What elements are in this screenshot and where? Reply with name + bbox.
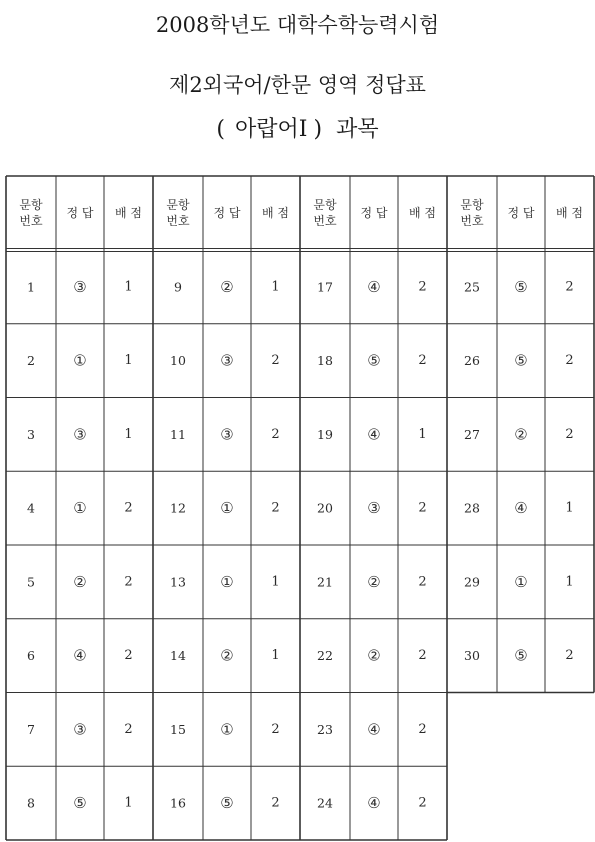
answer-mark: ① [220,499,234,518]
answer-mark: ③ [220,425,234,444]
header-number-label: 문항 [460,198,484,212]
points-value: 2 [418,721,427,737]
question-number: 2 [27,353,35,369]
header-points-label: 배 점 [262,206,289,220]
question-number: 16 [170,795,186,811]
points-value: 2 [418,574,427,590]
points-value: 1 [271,279,280,295]
answer-mark: ② [367,572,381,591]
header-answer-label: 정 답 [507,206,535,220]
question-number: 1 [27,279,35,295]
points-value: 2 [271,721,280,737]
answer-mark: ⑤ [514,351,528,370]
question-number: 23 [317,721,333,737]
header-number-label: 문항 [313,198,337,212]
answer-mark: ③ [220,351,234,370]
header-number-label: 번호 [166,214,190,228]
points-value: 1 [418,426,427,442]
question-number: 8 [27,795,35,811]
header-answer-label: 정 답 [360,206,388,220]
points-value: 2 [124,648,133,664]
points-value: 2 [271,353,280,369]
points-value: 1 [124,353,133,369]
answer-mark: ② [514,425,528,444]
question-number: 17 [317,279,333,295]
points-value: 2 [271,500,280,516]
header-number-label: 문항 [19,198,43,212]
question-number: 9 [174,279,182,295]
question-number: 3 [27,426,35,442]
answer-mark: ⑤ [367,351,381,370]
points-value: 2 [124,721,133,737]
points-value: 2 [418,279,427,295]
answer-mark: ① [73,351,87,370]
answer-mark: ③ [367,499,381,518]
points-value: 2 [271,795,280,811]
points-value: 1 [565,500,574,516]
question-number: 26 [464,353,480,369]
points-value: 2 [418,648,427,664]
header-answer-label: 정 답 [66,206,94,220]
header-answer-label: 정 답 [213,206,241,220]
points-value: 1 [124,426,133,442]
answer-mark: ① [73,499,87,518]
answer-mark: ② [73,572,87,591]
points-value: 2 [565,426,574,442]
answer-mark: ⑤ [220,794,234,813]
question-number: 27 [464,426,480,442]
points-value: 1 [124,795,133,811]
header-points-label: 배 점 [556,206,583,220]
question-number: 5 [27,574,35,590]
points-value: 1 [124,279,133,295]
answer-mark: ③ [73,277,87,296]
question-number: 15 [170,721,186,737]
question-number: 25 [464,279,480,295]
question-number: 21 [317,574,333,590]
header-number-label: 번호 [460,214,484,228]
subject-open-paren: ( [216,117,226,142]
question-number: 6 [27,648,35,664]
points-value: 1 [565,574,574,590]
subject-line [0,112,595,143]
question-number: 14 [170,648,186,664]
answer-mark: ⑤ [514,277,528,296]
answer-mark: ④ [367,425,381,444]
answer-mark: ③ [73,720,87,739]
points-value: 2 [565,279,574,295]
points-value: 2 [418,500,427,516]
question-number: 18 [317,353,333,369]
answer-mark: ① [514,572,528,591]
question-number: 7 [27,721,35,737]
points-value: 2 [124,574,133,590]
question-number: 30 [464,648,480,664]
answer-mark: ④ [73,646,87,665]
answer-mark: ⑤ [73,794,87,813]
header-number-label: 문항 [166,198,190,212]
points-value: 2 [565,353,574,369]
header-points-label: 배 점 [115,206,142,220]
answer-mark: ① [220,720,234,739]
answer-key-table [5,176,591,840]
answer-mark: ⑤ [514,646,528,665]
answer-mark: ④ [514,499,528,518]
subject-suffix: 과목 [336,117,379,142]
answer-mark: ② [220,277,234,296]
points-value: 1 [271,574,280,590]
question-number: 13 [170,574,186,590]
area-title: 제2외국어/한문 영역 정답표 [169,73,426,97]
points-value: 2 [271,426,280,442]
points-value: 2 [565,648,574,664]
answer-mark: ④ [367,794,381,813]
answer-mark: ④ [367,720,381,739]
points-value: 1 [271,648,280,664]
exam-title: 2008학년도 대학수학능력시험 [155,13,440,37]
answer-mark: ② [367,646,381,665]
header-number-label: 번호 [19,214,43,228]
question-number: 11 [170,426,186,442]
answer-mark: ② [220,646,234,665]
subject-close-paren: ) [313,117,323,142]
points-value: 2 [418,795,427,811]
question-number: 24 [317,795,333,811]
question-number: 22 [317,648,333,664]
question-number: 20 [317,500,333,516]
question-number: 12 [170,500,186,516]
header-points-label: 배 점 [409,206,436,220]
subject-name: 아랍어Ⅰ [235,117,308,142]
header-number-label: 번호 [313,214,337,228]
points-value: 2 [418,353,427,369]
question-number: 4 [27,500,35,516]
question-number: 29 [464,574,480,590]
points-value: 2 [124,500,133,516]
answer-mark: ① [220,572,234,591]
answer-mark: ③ [73,425,87,444]
question-number: 10 [170,353,186,369]
question-number: 19 [317,426,333,442]
answer-mark: ④ [367,277,381,296]
question-number: 28 [464,500,480,516]
